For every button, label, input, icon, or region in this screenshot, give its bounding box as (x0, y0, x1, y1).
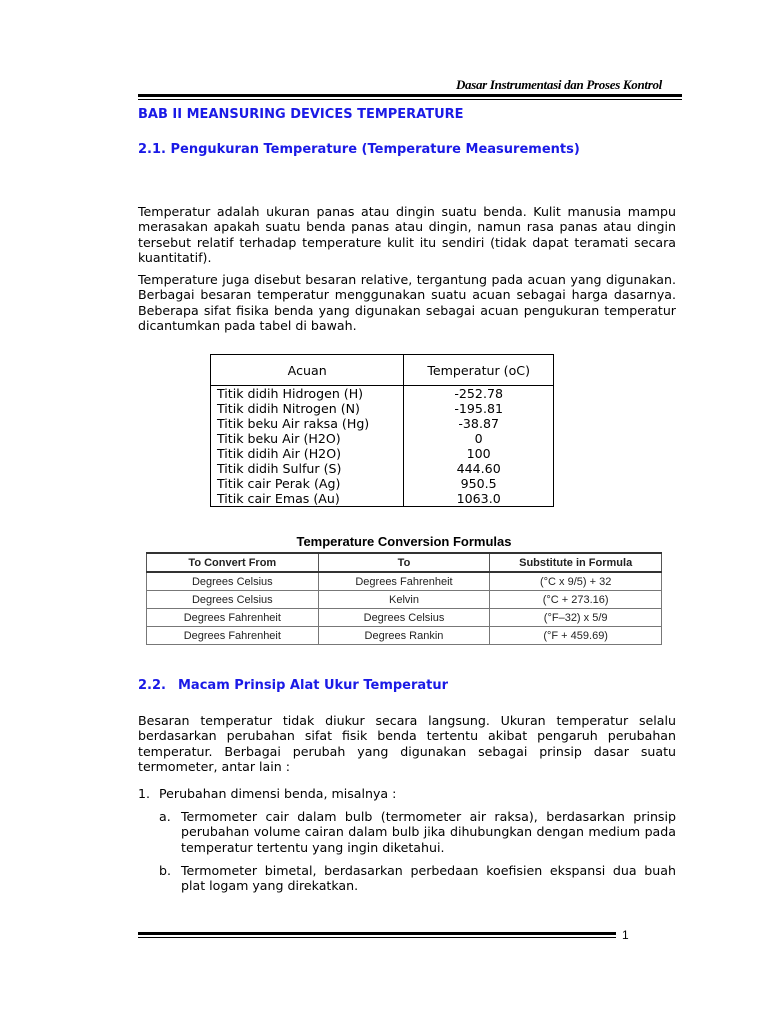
header-formula: Substitute in Formula (490, 553, 662, 572)
list-item-text: Perubahan dimensi benda, misalnya : (159, 786, 397, 801)
conversion-formulas-table (146, 552, 662, 645)
table-row (211, 446, 554, 461)
section-2-title-text: Macam Prinsip Alat Ukur Temperatur (178, 678, 449, 693)
running-header: Dasar Instrumentasi dan Proses Kontrol (455, 77, 662, 92)
sub-list-letter: a. (159, 809, 171, 824)
header-to: To (318, 553, 490, 572)
temperature-cell: -195.81 (404, 401, 554, 416)
temperature-cell: -252.78 (404, 386, 554, 402)
sub-list-text: Termometer bimetal, berdasarkan perbedaan koefisien ekspansi dua buah plat logam yang direkatkan. (181, 863, 676, 894)
reference-temperature-table (210, 354, 554, 507)
from-cell: Degrees Celsius (147, 591, 319, 609)
to-cell: Kelvin (318, 591, 490, 609)
acuan-cell: Titik didih Hidrogen (H) (211, 386, 404, 402)
sub-list-item-b (159, 863, 676, 894)
acuan-cell: Titik cair Perak (Ag) (211, 476, 404, 491)
to-cell: Degrees Rankin (318, 627, 490, 645)
formula-cell: (°F–32) x 5/9 (490, 609, 662, 627)
table-row (211, 476, 554, 491)
table-header-row (147, 553, 662, 572)
list-item (138, 786, 396, 801)
section-1-title: 2.1. Pengukuran Temperature (Temperature Measurements) (138, 142, 580, 157)
header-convert-from: To Convert From (147, 553, 319, 572)
section-2-title (138, 678, 448, 693)
paragraph-temperatur-definition: Temperatur adalah ukuran panas atau dingin suatu benda. Kulit manusia mampu merasakan apakah suatu benda panas atau dingin, namun rasa panas atau dingin tersebut relatif terhadap temperature kulit itu sendiri (tidak dapat teramati secara kuantitatif). (138, 204, 676, 266)
acuan-cell: Titik beku Air (H2O) (211, 431, 404, 446)
header-rule-thin (138, 99, 682, 100)
acuan-cell: Titik didih Sulfur (S) (211, 461, 404, 476)
table-row (211, 386, 554, 402)
formula-cell: (°C x 9/5) + 32 (490, 572, 662, 591)
paragraph-measurement-principle: Besaran temperatur tidak diukur secara langsung. Ukuran temperatur selalu berdasarkan perubahan sifat fisik benda tertentu akibat pengaruh perubahan temperatur. Berbagai perubah yang digunakan sebagai prinsip dasar suatu termometer, antar lain : (138, 713, 676, 775)
table-row (147, 591, 662, 609)
temperature-cell: 100 (404, 446, 554, 461)
temperature-cell: -38.87 (404, 416, 554, 431)
conversion-table-title: Temperature Conversion Formulas (296, 534, 512, 549)
sub-list-text: Termometer cair dalam bulb (termometer air raksa), berdasarkan prinsip perubahan volume cairan dalam bulb jika dihubungkan dengan medium pada temperatur tertentu yang ingin diketahui. (181, 809, 676, 855)
conversion-formulas-figure (146, 532, 662, 648)
formula-cell: (°C + 273.16) (490, 591, 662, 609)
table-row (211, 401, 554, 416)
page-number: 1 (622, 928, 629, 942)
temperature-cell: 950.5 (404, 476, 554, 491)
section-2-number: 2.2. (138, 678, 166, 693)
from-cell: Degrees Celsius (147, 572, 319, 591)
acuan-cell: Titik beku Air raksa (Hg) (211, 416, 404, 431)
temperature-cell: 0 (404, 431, 554, 446)
footer-rule (138, 932, 616, 935)
chapter-title: BAB II MEANSURING DEVICES TEMPERATURE (138, 107, 464, 122)
formula-cell: (°F + 459.69) (490, 627, 662, 645)
footer-rule-thin (138, 937, 616, 938)
table-header-row (211, 355, 554, 386)
table-row (211, 431, 554, 446)
table-row (147, 572, 662, 591)
paragraph-relative-besaran: Temperature juga disebut besaran relative, tergantung pada acuan yang digunakan. Berbagai besaran temperatur menggunakan suatu acuan sebagai harga dasarnya. Beberapa sifat fisika benda yang digunakan sebagai acuan pengukuran temperatur dicantumkan pada tabel di bawah. (138, 272, 676, 334)
acuan-cell: Titik didih Nitrogen (N) (211, 401, 404, 416)
acuan-cell: Titik cair Emas (Au) (211, 491, 404, 507)
temperature-cell: 1063.0 (404, 491, 554, 507)
table-row (147, 609, 662, 627)
table-row (211, 416, 554, 431)
from-cell: Degrees Fahrenheit (147, 609, 319, 627)
to-cell: Degrees Fahrenheit (318, 572, 490, 591)
sub-list-item-a (159, 809, 676, 855)
header-rule (138, 94, 682, 97)
table-row (211, 491, 554, 507)
acuan-cell: Titik didih Air (H2O) (211, 446, 404, 461)
header-acuan: Acuan (211, 355, 404, 386)
header-temperatur: Temperatur (oC) (404, 355, 554, 386)
sub-list-letter: b. (159, 863, 171, 878)
table-row (147, 627, 662, 645)
table-row (211, 461, 554, 476)
list-number: 1. (138, 786, 151, 801)
temperature-cell: 444.60 (404, 461, 554, 476)
from-cell: Degrees Fahrenheit (147, 627, 319, 645)
to-cell: Degrees Celsius (318, 609, 490, 627)
